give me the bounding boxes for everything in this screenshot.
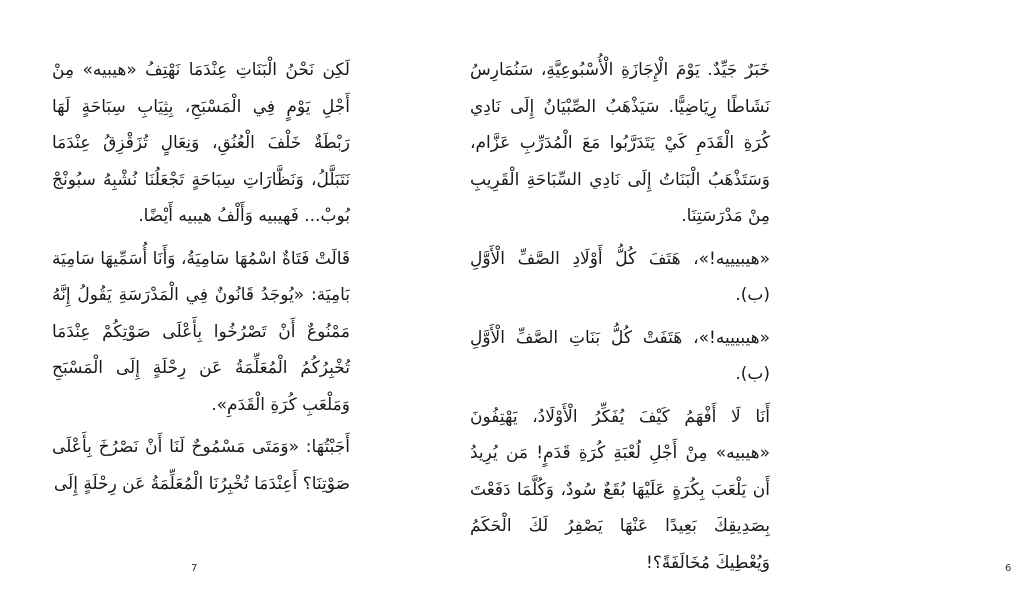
paragraph: لَكِن نَحْنُ الْبَنَاتِ عِنْدَمَا نَهْتِفُ «هيبيه» مِنْ أَجْلِ يَوْمٍ فِي الْمَسْبَحِ، بِثِيَابِ سِبَاحَةٍ لَهَا رَبْطَةٌ خَلْفَ الْعُنُقِ، وَنِعَالٍ تُزَقْزِقُ عِنْدَمَا نَتَبَلَّلُ، وَنَظَّارَاتِ سِبَاحَةٍ تَجْعَلُنَا نُشْبِهُ سبُونْجْ بُوبْ... فَهيبيه وَأَلْفُ هيبيه أَيْضًا. bbox=[52, 60, 350, 226]
right-page bbox=[400, 0, 1011, 600]
page-number: 6 bbox=[1005, 563, 1011, 574]
paragraph: خَبَرٌ جَيِّدٌ. يَوْمَ الْإِجَازَةِ الْأُسْبُوعِيَّةِ، سَنُمَارِسُ نَشَاطًا رِيَاضِيًّا. سَيَذْهَبُ الصِّبْيَانُ إِلَى نَادِي كُرَةِ الْقَدَمِ كَيْ يَتَدَرَّبُوا مَعَ الْمُدَرِّبِ عَزَّام، وَسَتَذْهَبُ الْبَنَاتُ إِلَى نَادِي السِّبَاحَةِ الْقَرِيبِ مِنْ مَدْرَسَتِنَا. bbox=[470, 60, 770, 226]
right-page-text bbox=[470, 52, 770, 587]
paragraph: أَجَبْتُهَا: «وَمَتَى مَسْمُوحٌ لَنَا أَنْ نَصْرُخَ بِأَعْلَى صَوْتِنَا؟ أَعِنْدَمَا تُخْبِرُنَا الْمُعَلِّمَةُ عَن رِحْلَةٍ إِلَى bbox=[52, 437, 350, 494]
paragraph: «هيبيييه!»، هَتَفَتْ كُلُّ بَنَاتِ الصَّفِّ الْأَوَّلِ (ب). bbox=[470, 327, 770, 384]
page-number: 7 bbox=[191, 563, 198, 574]
left-page-text bbox=[52, 52, 350, 508]
paragraph: قَالَتْ فَتَاةٌ اسْمُهَا سَامِيَةُ، وَأَنَا أُسَمِّيهَا سَامِيَة بَامِيَة: «يُوجَدُ قَانُونٌ فِي الْمَدْرَسَةِ يَقُولُ إِنَّهُ مَمْنُوعٌ أَنْ تَصْرُخُوا بِأَعْلَى صَوْتِكُمْ عِنْدَمَا تُخْبِرُكُمُ الْمُعَلِّمَةُ عَن رِحْلَةٍ إِلَى الْمَسْبَحِ وَمَلْعَبِ كُرَةِ الْقَدَمِ». bbox=[52, 248, 350, 415]
paragraph: «هيبيييه!»، هَتَفَ كُلُّ أَوْلَادِ الصَّفِّ الْأَوَّلِ (ب). bbox=[470, 248, 770, 305]
left-page bbox=[0, 0, 400, 600]
paragraph: أَنَا لَا أَفْهَمُ كَيْفَ يُفَكِّرُ الْأَوْلَادُ، يَهْتِفُونَ «هيبيه» مِنْ أَجْلِ لُعْبَةِ كُرَةِ قَدَمٍ! مَن يُرِيدُ أَن يَلْعَبَ بِكُرَةٍ عَلَيْهَا بُقَعٌ سُودٌ، وَكُلَّمَا دَفَعْتَ بِصَدِيقِكَ بَعِيدًا عَنْهَا يَصْفِرُ لَكَ الْحَكَمُ وَيُعْطِيكَ مُخَالَفَةً؟! bbox=[470, 406, 770, 573]
